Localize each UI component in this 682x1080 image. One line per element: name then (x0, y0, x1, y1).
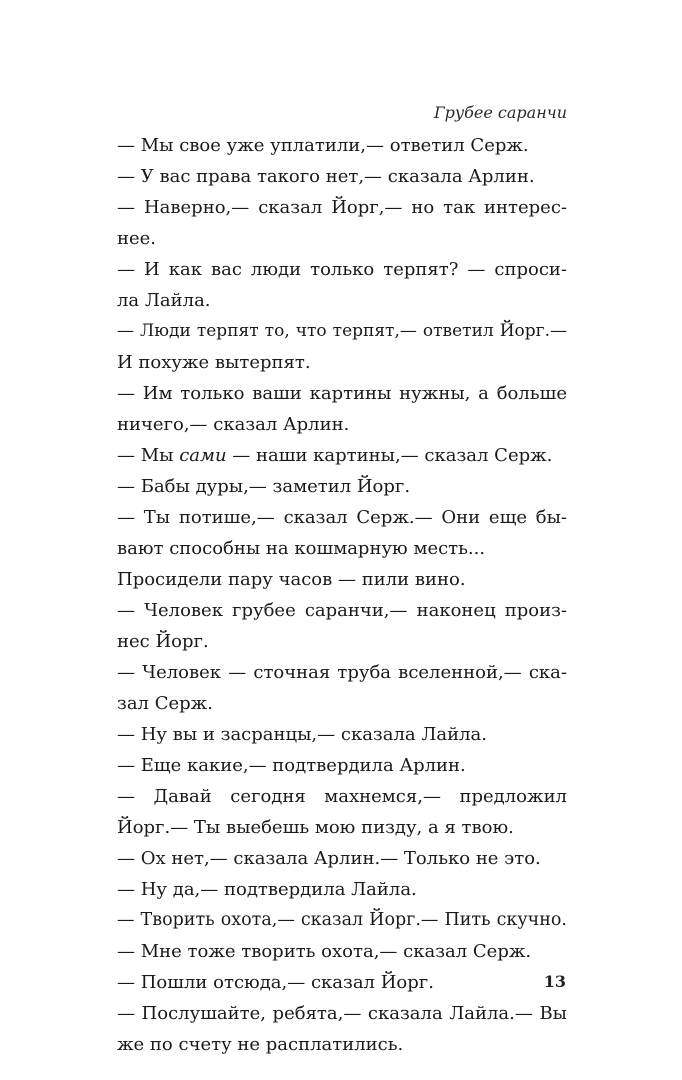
text-line: — Пошли отсюда,— сказал Йорг. (117, 972, 434, 993)
text-line: нее. (117, 228, 157, 249)
text-line: Йорг.— Ты выебешь мою пизду, а я твою. (117, 817, 514, 838)
text-line (117, 440, 567, 471)
text-segment: — наши картины,— сказал Серж. (226, 445, 553, 466)
text-line: — Ну вы и засранцы,— сказала Лайла. (117, 724, 487, 745)
text-line: ла Лайла. (117, 290, 211, 311)
text-line: — У вас права такого нет,— сказала Арлин. (117, 166, 535, 187)
text-line: — И как вас люди только терпят? — спроси- (117, 259, 567, 280)
text-line: Просидели пару часов — пили вино. (117, 569, 466, 590)
text-line: ничего,— сказал Арлин. (117, 414, 350, 435)
text-line: — Мне тоже творить охота,— сказал Серж. (117, 941, 532, 962)
text-line: же по счету не расплатились. (117, 1034, 404, 1055)
text-line: — Наверно,— сказал Йорг,— но так интерес- (117, 197, 567, 218)
running-header: Грубее саранчи (434, 103, 567, 122)
text-line: зал Серж. (117, 693, 213, 714)
text-line: — Ох нет,— сказала Арлин.— Только не это. (117, 848, 541, 869)
text-line: — Ну да,— подтвердила Лайла. (117, 879, 417, 900)
text-line: — Еще какие,— подтвердила Арлин. (117, 755, 466, 776)
text-line: — Творить охота,— сказал Йорг.— Пить скучно. (117, 910, 567, 930)
text-line: нес Йорг. (117, 631, 209, 652)
text-line: — Давай сегодня махнемся,— предложил (117, 786, 567, 807)
text-line: И похуже вытерпят. (117, 352, 311, 373)
body-text (117, 130, 567, 1060)
text-line: — Человек грубее саранчи,— наконец произ- (117, 600, 567, 621)
text-line: вают способны на кошмарную месть... (117, 538, 486, 559)
text-line: — Им только ваши картины нужны, а больше (117, 383, 567, 404)
text-line: — Послушайте, ребята,— сказала Лайла.— Вы (117, 1003, 567, 1024)
text-segment: — Мы (117, 445, 180, 466)
page-number: 13 (543, 972, 566, 991)
emphasis-text: сами (179, 445, 227, 466)
text-line: — Человек — сточная труба вселенной,— ска- (117, 662, 567, 683)
text-line: — Бабы дуры,— заметил Йорг. (117, 476, 411, 497)
text-line: — Люди терпят то, что терпят,— ответил Йорг.— (117, 321, 567, 341)
text-line: — Ты потише,— сказал Серж.— Они еще бы- (117, 507, 567, 528)
text-line: — Мы свое уже уплатили,— ответил Серж. (117, 135, 529, 156)
